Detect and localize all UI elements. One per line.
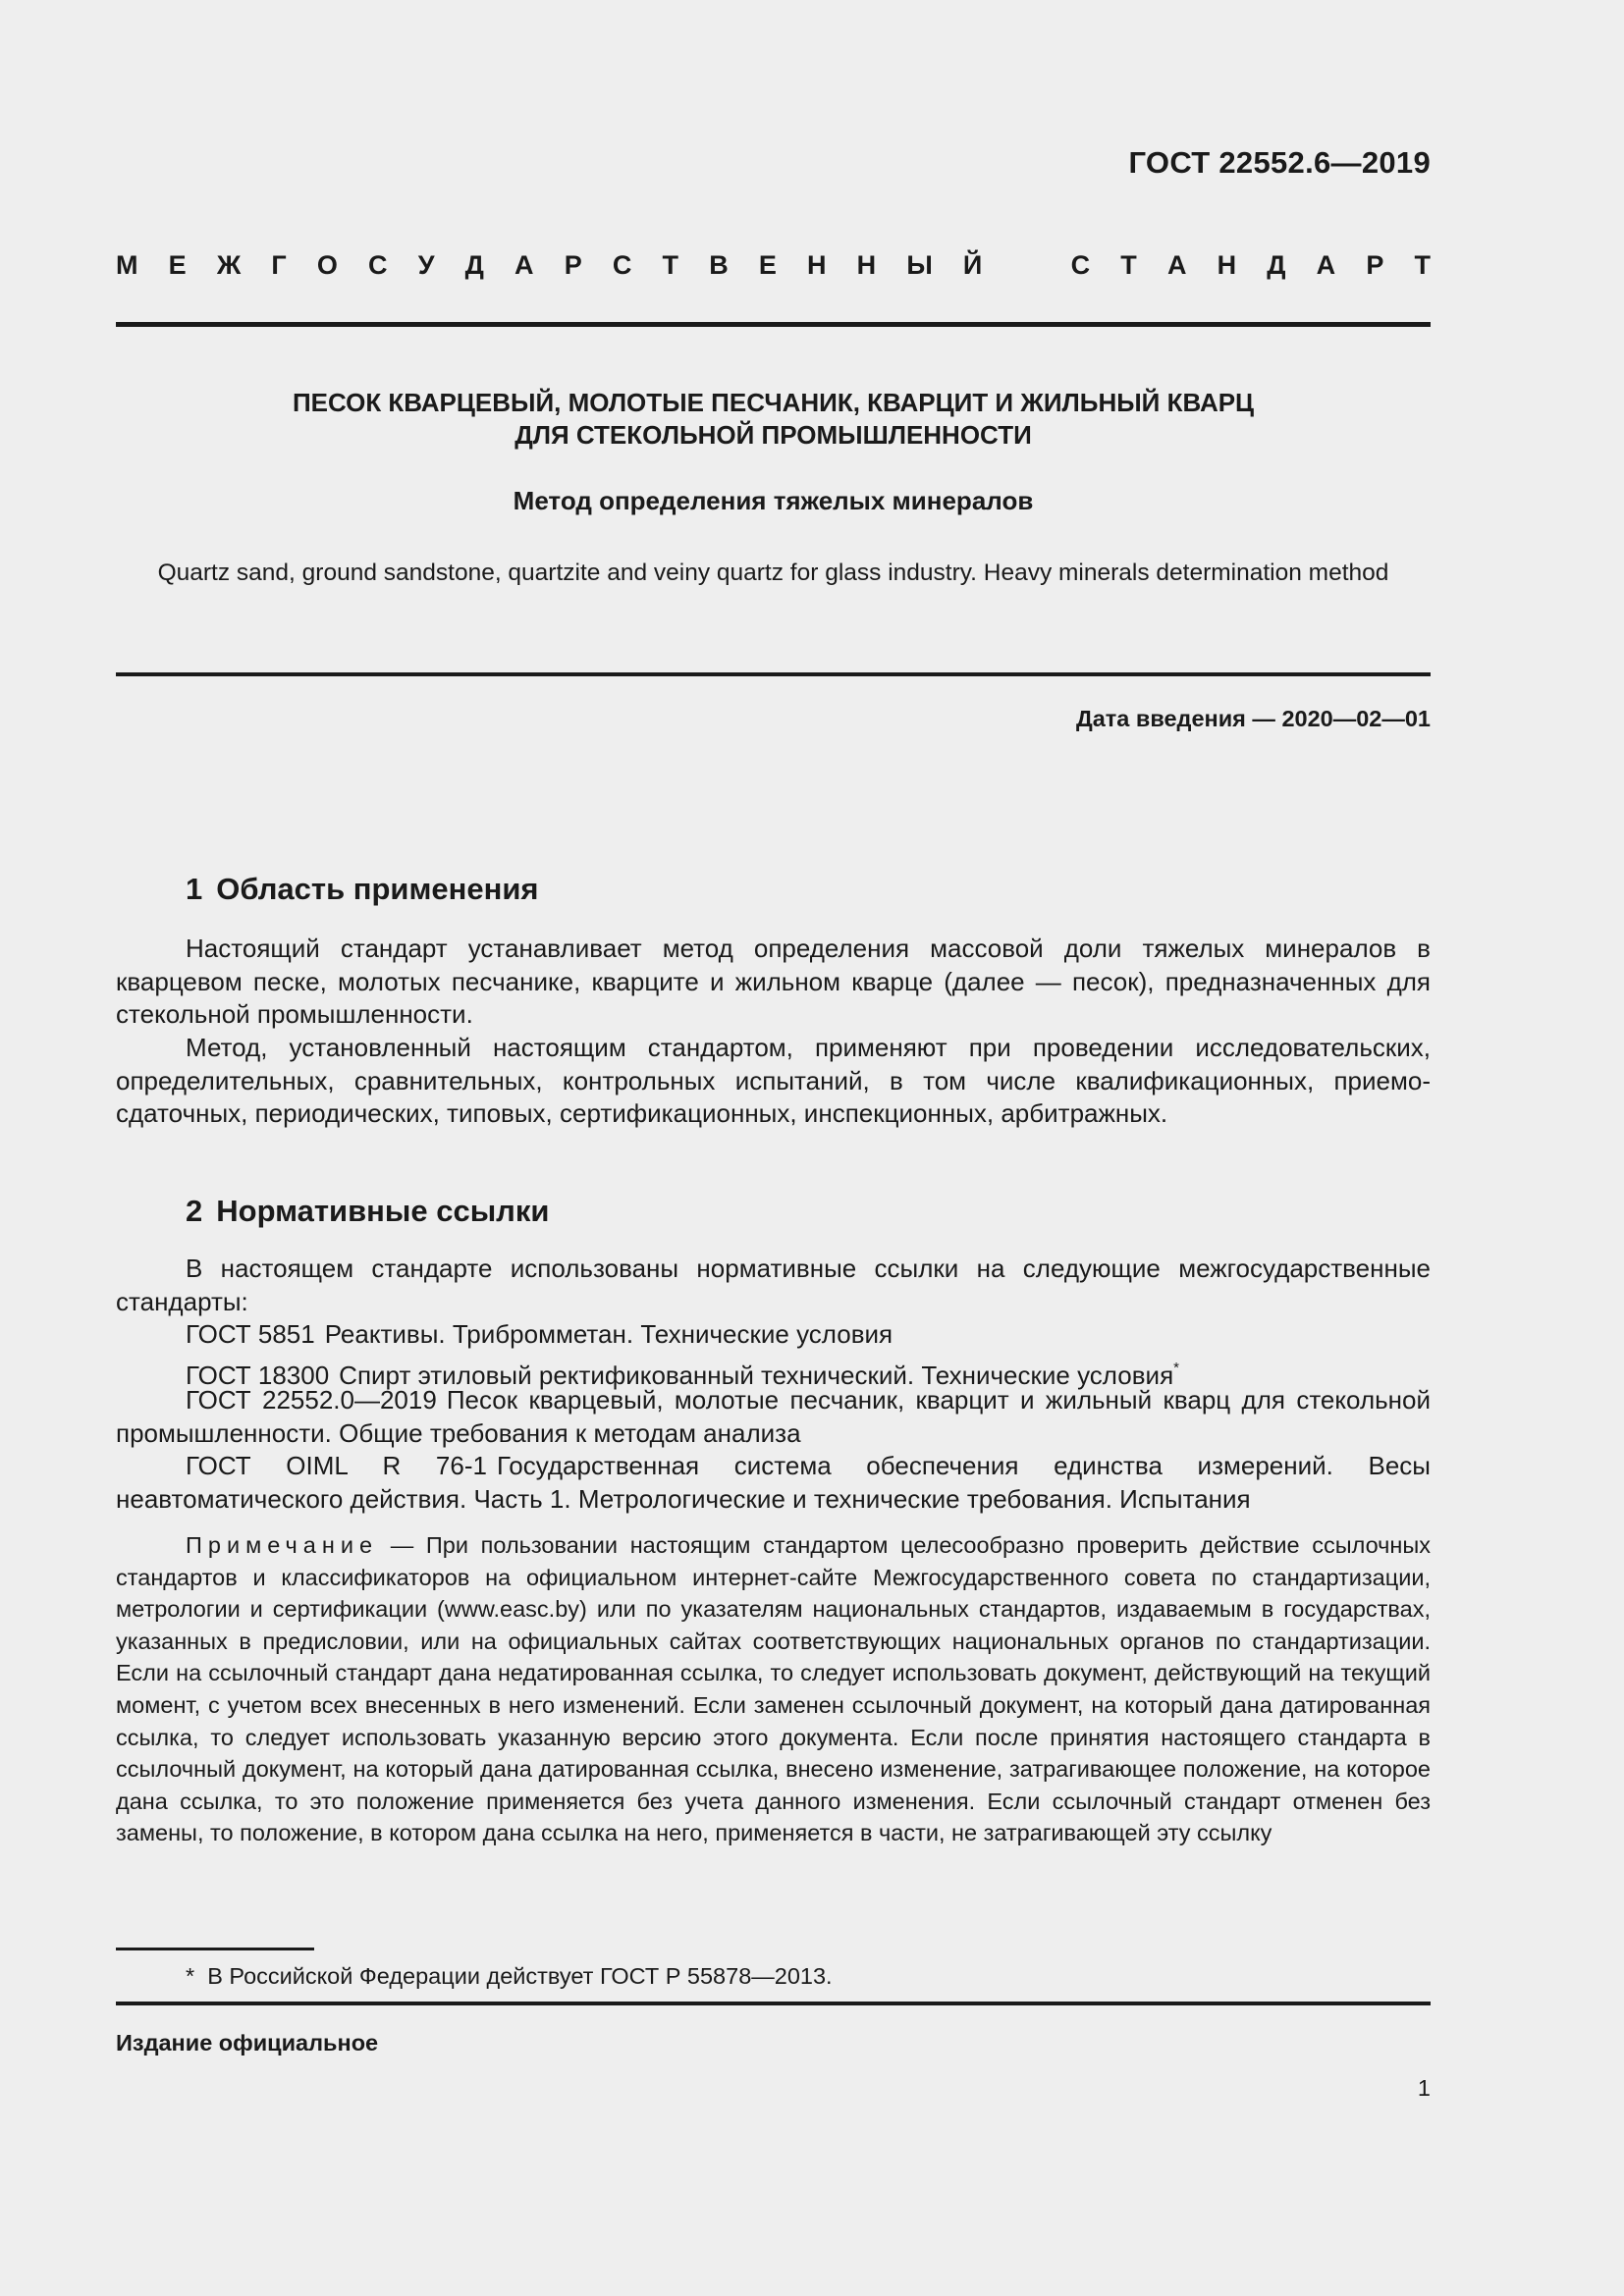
section-1-paragraph-2: Метод, установленный настоящим стандартом, применяют при проведении исследовательских, определительных, сравнительных, контрольных испытаний, в том числе квалификационных, приемо-сдаточных, периодических, типовых, сертификационных, инспекционных, арбитражных. bbox=[116, 1033, 1431, 1128]
section-2-intro: В настоящем стандарте использованы нормативные ссылки на следующие межгосударственные стандарты: bbox=[116, 1254, 1431, 1316]
heading-letter: Д bbox=[1267, 250, 1286, 280]
title-line-1: ПЕСОК КВАРЦЕВЫЙ, МОЛОТЫЕ ПЕСЧАНИК, КВАРЦИТ И ЖИЛЬНЫЙ КВАРЦ bbox=[292, 388, 1255, 417]
heading-letter: В bbox=[709, 250, 729, 280]
introduction-date: Дата введения — 2020—02—01 bbox=[1075, 706, 1431, 731]
heading-letter: Т bbox=[662, 250, 679, 280]
heading-letter: Г bbox=[271, 250, 287, 280]
reference-code: ГОСТ 18300 bbox=[186, 1361, 330, 1390]
heading-letter: У bbox=[417, 250, 435, 280]
header-rule bbox=[116, 322, 1431, 327]
heading-letter: С bbox=[612, 250, 632, 280]
interstate-standard-heading bbox=[116, 250, 1431, 281]
note-text: — При пользовании настоящим стандартом целесообразно проверить действие ссылочных стандартов и классификаторов на официальном интернет-сайте Межгосударственного совета по стандартизации, метрологии и сертификации (www.easc.by) или по указателям национальных стандартов, издаваемым в государствах, указанных в предисловии, или на официальных сайтах соответствующих национальных органов по стандартизации. Если на ссылочный стандарт дана недатированная ссылка, то следует использовать документ, действующий на текущий момент, с учетом всех внесенных в него изменений. Если заменен ссылочный документ, на который дана датированная ссылка, то следует использовать указанную версию этого документа. Если после принятия настоящего стандарта в ссылочный документ, на который дана датированная ссылка, внесено изменение, затрагивающее положение, на которое дана ссылка, то это положение применяется без учета данного изменения. Если ссылочный стандарт отменен без замены, то положение, в котором дана ссылка на него, применяется в части, не затрагивающей эту ссылку bbox=[116, 1532, 1431, 1846]
heading-letter: Т bbox=[1414, 250, 1431, 280]
heading-letter: А bbox=[1166, 250, 1187, 280]
footnote-marker[interactable]: * bbox=[1173, 1360, 1179, 1376]
heading-letter: Н bbox=[856, 250, 877, 280]
reference-title: Песок кварцевый, молотые песчаник, кварцит и жильный кварц для стекольной промышленности. Общие требования к методам анализа bbox=[116, 1385, 1432, 1448]
document-subtitle: Метод определения тяжелых минералов bbox=[513, 486, 1034, 515]
heading-letter: Н bbox=[807, 250, 827, 280]
reference-note bbox=[116, 1529, 1431, 1849]
english-title: Quartz sand, ground sandstone, quartzite and veiny quartz for glass industry. Heavy minerals determination method bbox=[157, 560, 1389, 586]
note-label: Примечание bbox=[186, 1532, 379, 1558]
section-1-paragraph-1: Настоящий стандарт устанавливает метод определения массовой доли тяжелых минералов в кварцевом песке, молотых песчанике, кварците и жильном кварце (далее — песок), предназначенных для стекольной промышленности. bbox=[116, 934, 1431, 1029]
title-line-2: ДЛЯ СТЕКОЛЬНОЙ ПРОМЫШЛЕННОСТИ bbox=[514, 420, 1032, 450]
heading-letter: А bbox=[514, 250, 534, 280]
gost-number: ГОСТ 22552.6—2019 bbox=[1128, 145, 1431, 180]
heading-letter: Ж bbox=[216, 250, 242, 280]
section-2-number: 2 bbox=[186, 1194, 203, 1228]
section-1-heading bbox=[186, 872, 539, 907]
document-title bbox=[116, 387, 1431, 452]
heading-letter: О bbox=[316, 250, 338, 280]
heading-letter: А bbox=[1316, 250, 1336, 280]
heading-letter: С bbox=[1070, 250, 1091, 280]
heading-word-gap bbox=[1012, 250, 1040, 281]
heading-letter: С bbox=[368, 250, 388, 280]
heading-letter: Н bbox=[1217, 250, 1237, 280]
official-edition-label: Издание официальное bbox=[116, 2030, 379, 2056]
reference-code: ГОСТ 5851 bbox=[186, 1319, 315, 1349]
reference-title: Государственная система обеспечения единства измерений. Весы неавтоматического действия. Часть 1. Метрологические и технические требования. Испытания bbox=[116, 1451, 1431, 1514]
reference-title: Спирт этиловый ректификованный технический. Технические условия bbox=[339, 1361, 1174, 1390]
title-rule bbox=[116, 672, 1431, 676]
reference-code: ГОСТ OIML R 76-1 bbox=[186, 1451, 487, 1480]
section-2-title: Нормативные ссылки bbox=[216, 1194, 550, 1228]
normative-reference-3 bbox=[116, 1384, 1431, 1450]
footnote-separator bbox=[116, 1948, 314, 1950]
heading-letter: Ы bbox=[906, 250, 933, 280]
footnote bbox=[186, 1963, 833, 1990]
section-1-number: 1 bbox=[186, 872, 203, 906]
footnote-mark: * bbox=[186, 1963, 195, 1989]
heading-letter: Е bbox=[758, 250, 777, 280]
heading-letter: Е bbox=[168, 250, 187, 280]
reference-code: ГОСТ 22552.0—2019 bbox=[186, 1385, 437, 1415]
page-number: 1 bbox=[1417, 2075, 1431, 2101]
normative-reference-4 bbox=[116, 1450, 1431, 1516]
section-2-heading bbox=[186, 1194, 549, 1229]
footer-rule bbox=[116, 2002, 1431, 2005]
section-1-title: Область применения bbox=[216, 872, 539, 906]
heading-letter: М bbox=[116, 250, 138, 280]
heading-letter: Р bbox=[1366, 250, 1384, 280]
heading-letter: Т bbox=[1120, 250, 1137, 280]
heading-letter: Й bbox=[962, 250, 983, 280]
footnote-text: В Российской Федерации действует ГОСТ Р 55878—2013. bbox=[207, 1963, 833, 1989]
heading-letter: Д bbox=[464, 250, 484, 280]
normative-reference-1 bbox=[116, 1318, 1431, 1352]
reference-title: Реактивы. Трибромметан. Технические условия bbox=[324, 1319, 893, 1349]
heading-letter: Р bbox=[564, 250, 582, 280]
